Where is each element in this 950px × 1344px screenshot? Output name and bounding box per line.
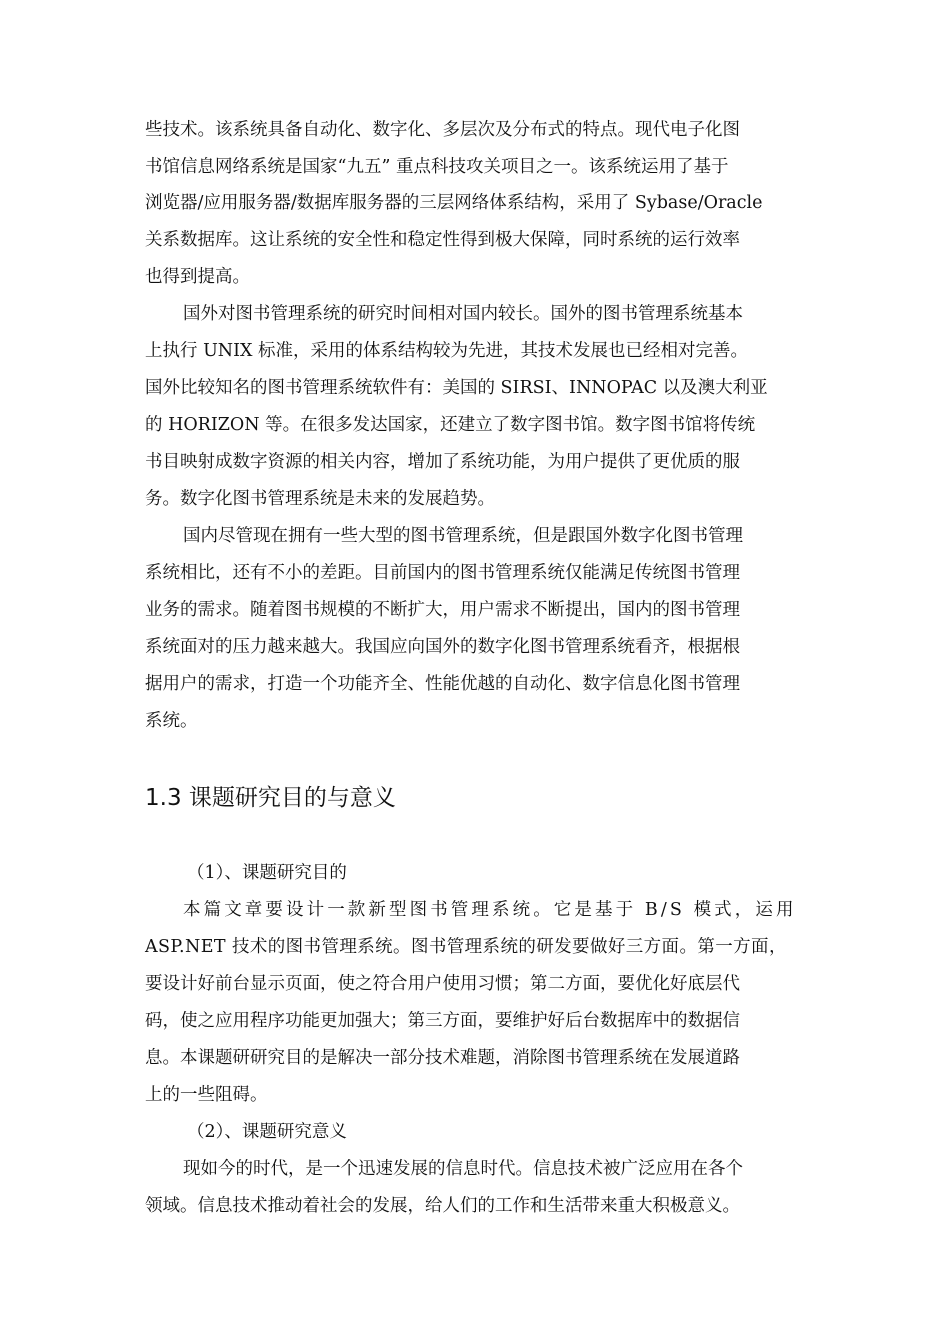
paragraph-3-line-6: 系统。 bbox=[145, 711, 198, 731]
subsection-1-line-5: 息。本课题研研究目的是解决一部分技术难题，消除图书管理系统在发展道路 bbox=[145, 1048, 740, 1068]
subsection-2-title: （2）、课题研究意义 bbox=[187, 1122, 347, 1142]
paragraph-3-line-2: 系统相比，还有不小的差距。目前国内的图书管理系统仅能满足传统图书管理 bbox=[145, 563, 740, 583]
paragraph-2-line-6: 务。数字化图书管理系统是未来的发展趋势。 bbox=[145, 489, 495, 509]
section-heading: 1.3 课题研究目的与意义 bbox=[145, 785, 396, 811]
subsection-1-line-4: 码，使之应用程序功能更加强大；第三方面，要维护好后台数据库中的数据信 bbox=[145, 1011, 740, 1031]
subsection-1-line-2: ASP.NET 技术的图书管理系统。图书管理系统的研发要做好三方面。第一方面， bbox=[145, 937, 787, 957]
paragraph-3-line-5: 据用户的需求，打造一个功能齐全、性能优越的自动化、数字信息化图书管理 bbox=[145, 674, 740, 694]
subsection-2-line-1: 现如今的时代，是一个迅速发展的信息时代。信息技术被广泛应用在各个 bbox=[183, 1159, 743, 1179]
paragraph-1-line-1: 些技术。该系统具备自动化、数字化、多层次及分布式的特点。现代电子化图 bbox=[145, 120, 740, 140]
subsection-1-line-6: 上的一些阻碍。 bbox=[145, 1085, 268, 1105]
paragraph-2-line-4: 的 HORIZON 等。在很多发达国家，还建立了数字图书馆。数字图书馆将传统 bbox=[145, 415, 756, 435]
paragraph-1-line-4: 关系数据库。这让系统的安全性和稳定性得到极大保障，同时系统的运行效率 bbox=[145, 230, 740, 250]
paragraph-3-line-3: 业务的需求。随着图书规模的不断扩大，用户需求不断提出，国内的图书管理 bbox=[145, 600, 740, 620]
paragraph-3-line-1: 国内尽管现在拥有一些大型的图书管理系统，但是跟国外数字化图书管理 bbox=[183, 526, 743, 546]
paragraph-1-line-2: 书馆信息网络系统是国家“九五” 重点科技攻关项目之一。该系统运用了基于 bbox=[145, 157, 729, 177]
paragraph-2-line-1: 国外对图书管理系统的研究时间相对国内较长。国外的图书管理系统基本 bbox=[183, 304, 743, 324]
paragraph-1-line-5: 也得到提高。 bbox=[145, 267, 250, 287]
paragraph-2-line-5: 书目映射成数字资源的相关内容，增加了系统功能，为用户提供了更优质的服 bbox=[145, 452, 740, 472]
subsection-1-title: （1）、课题研究目的 bbox=[187, 863, 347, 883]
paragraph-1-line-3: 浏览器/应用服务器/数据库服务器的三层网络体系结构，采用了 Sybase/Oracle bbox=[145, 193, 763, 213]
subsection-1-line-3: 要设计好前台显示页面，使之符合用户使用习惯；第二方面，要优化好底层代 bbox=[145, 974, 740, 994]
paragraph-2-line-3: 国外比较知名的图书管理系统软件有：美国的 SIRSI、INNOPAC 以及澳大利亚 bbox=[145, 378, 768, 398]
paragraph-3-line-4: 系统面对的压力越来越大。我国应向国外的数字化图书管理系统看齐，根据根 bbox=[145, 637, 740, 657]
subsection-2-line-2: 领域。信息技术推动着社会的发展，给人们的工作和生活带来重大积极意义。 bbox=[145, 1196, 740, 1216]
paragraph-2-line-2: 上执行 UNIX 标准，采用的体系结构较为先进，其技术发展也已经相对完善。 bbox=[145, 341, 749, 361]
subsection-1-line-1: 本篇文章要设计一款新型图书管理系统。它是基于 B/S 模式，运用 bbox=[183, 900, 797, 920]
